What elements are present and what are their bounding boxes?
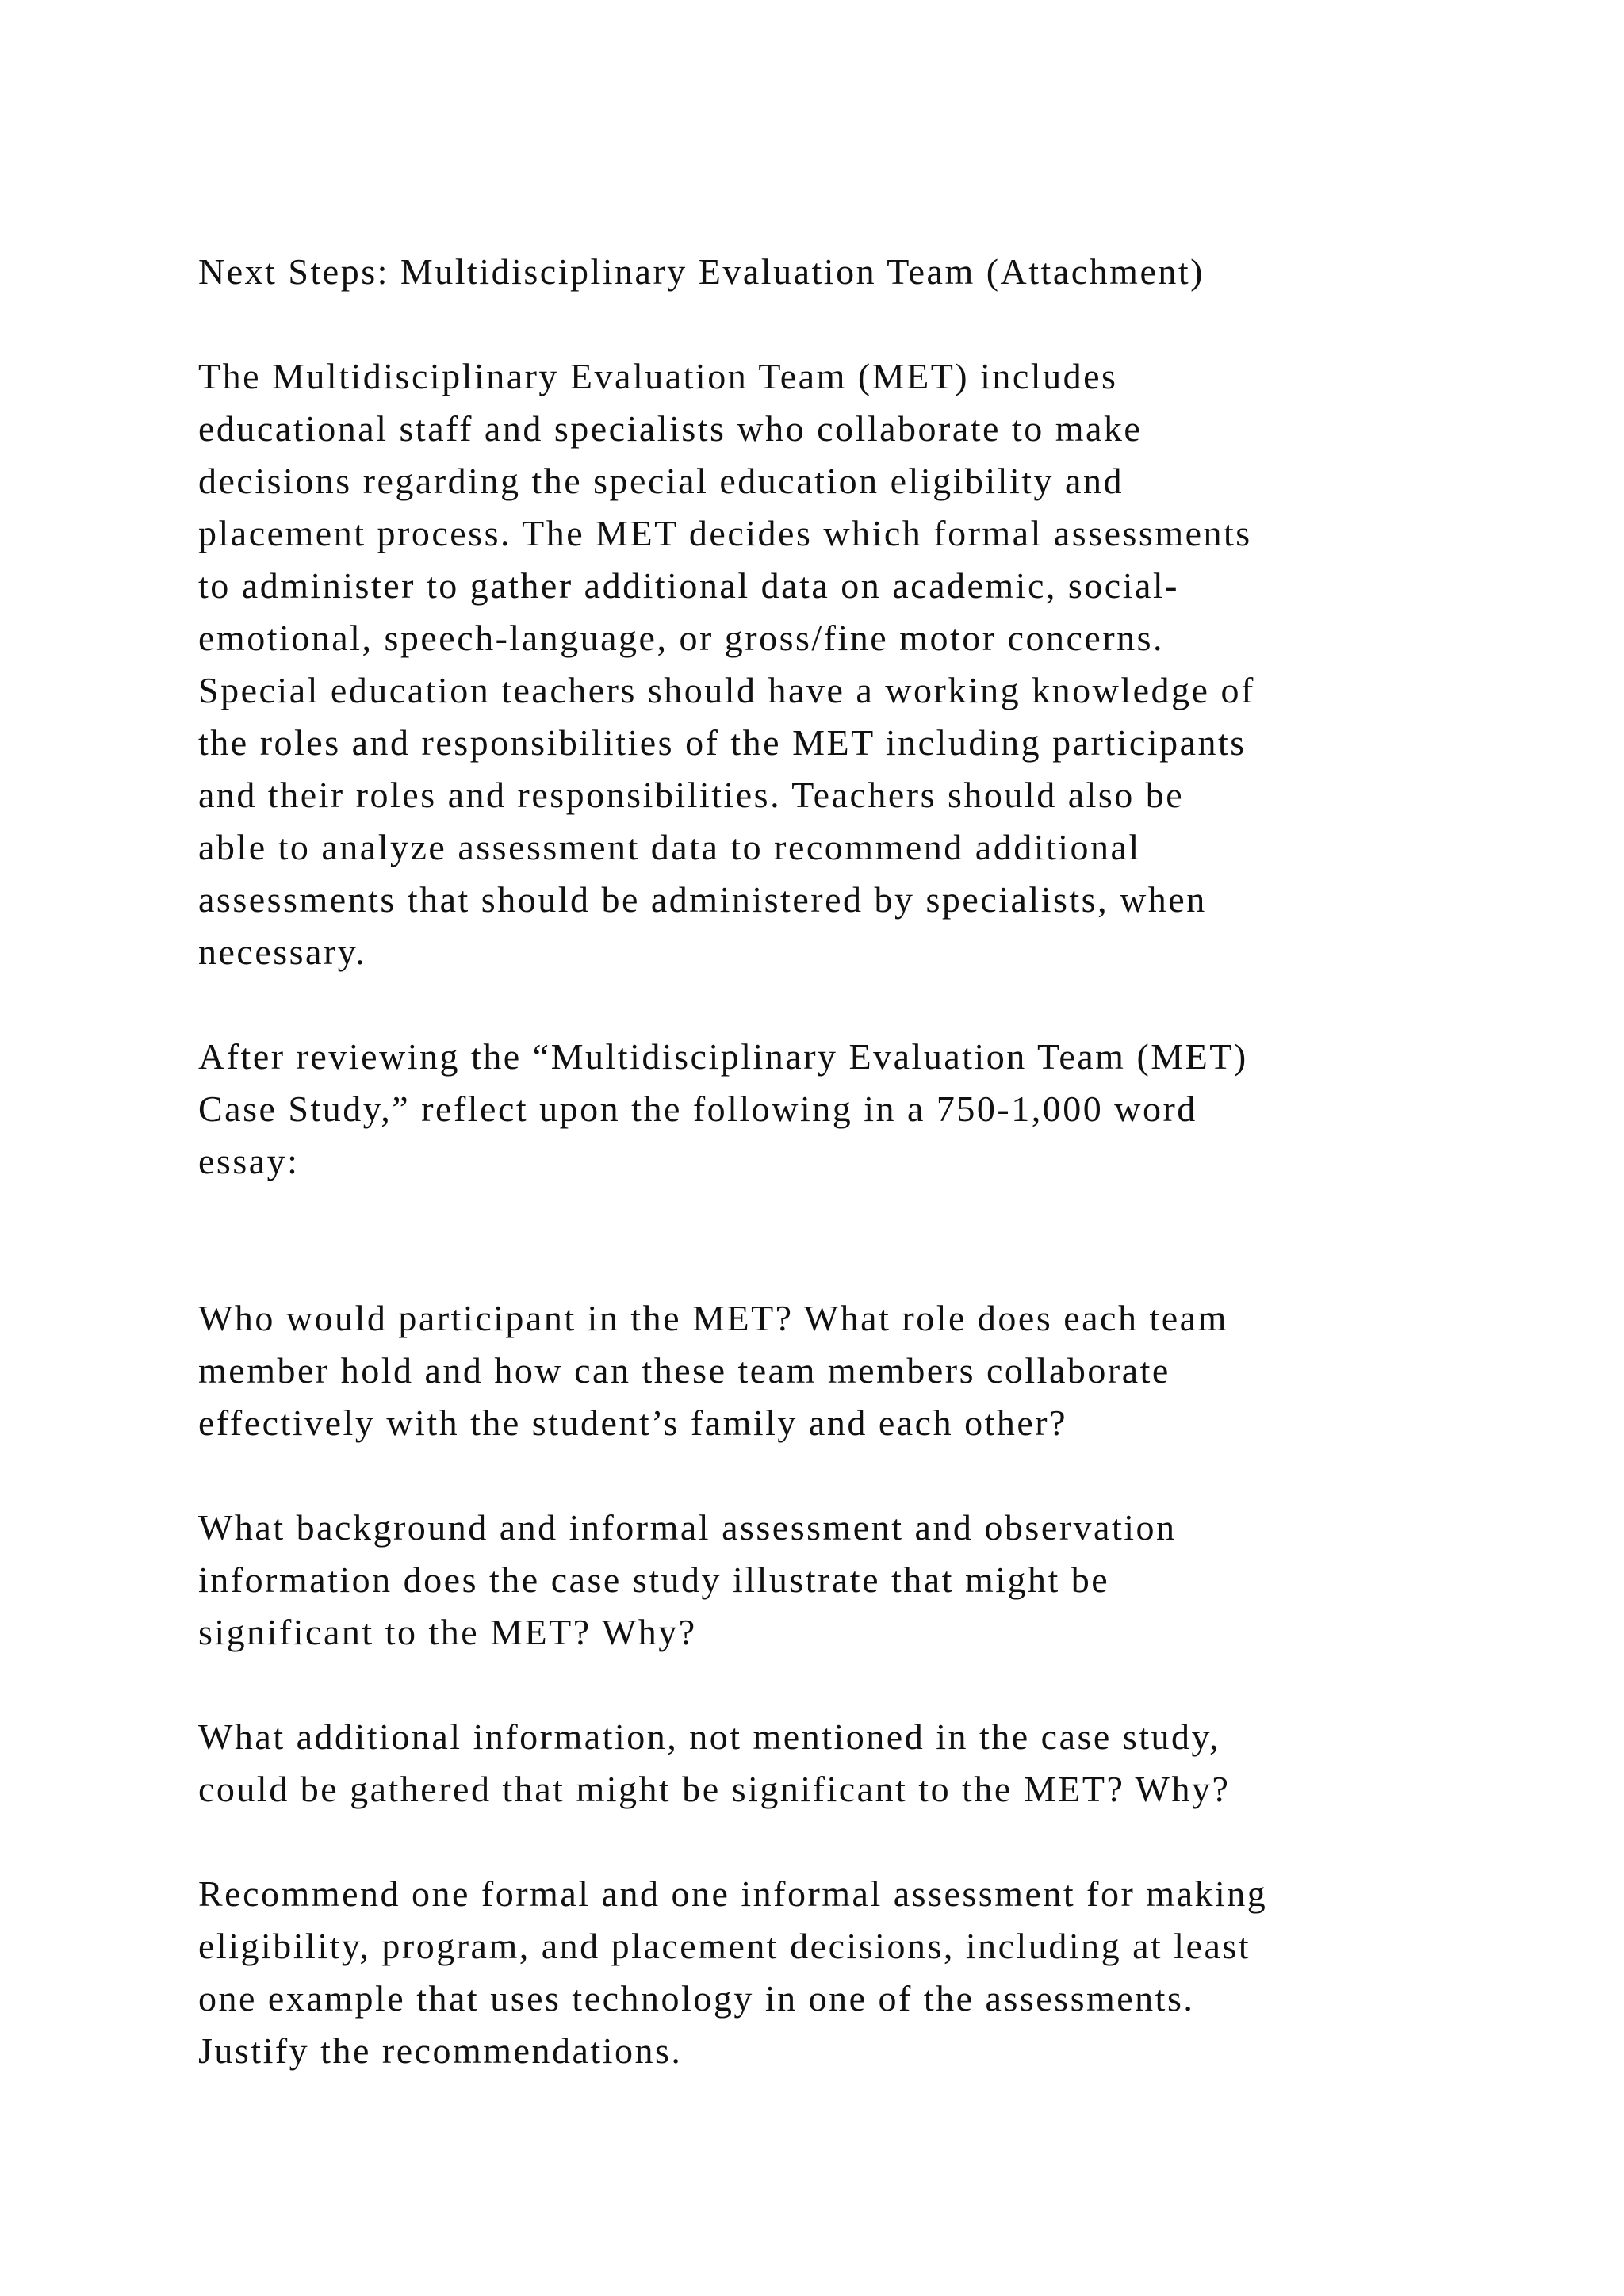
- question-line: one example that uses technology in one of the assessments.: [198, 1978, 1195, 2019]
- question-line: Who would participant in the MET? What role does each team: [198, 1298, 1228, 1338]
- instruction-line: essay:: [198, 1141, 300, 1181]
- intro-line: assessments that should be administered by specialists, when: [198, 879, 1207, 920]
- question-line: information does the case study illustrate that might be: [198, 1559, 1110, 1600]
- intro-line: emotional, speech-language, or gross/fine motor concerns.: [198, 618, 1165, 658]
- document-body: [198, 246, 1507, 2077]
- question-line: eligibility, program, and placement decisions, including at least: [198, 1926, 1251, 1966]
- intro-line: educational staff and specialists who collaborate to make: [198, 408, 1143, 449]
- question-line: effectively with the student’s family and each other?: [198, 1402, 1068, 1443]
- question-line: significant to the MET? Why?: [198, 1612, 697, 1652]
- question-paragraph-2: [198, 1502, 1507, 1659]
- question-paragraph-3: [198, 1711, 1507, 1816]
- question-line: could be gathered that might be significant to the MET? Why?: [198, 1769, 1231, 1809]
- question-paragraph-4: [198, 1868, 1507, 2077]
- intro-paragraph: [198, 350, 1507, 978]
- intro-line: to administer to gather additional data on academic, social-: [198, 565, 1179, 606]
- question-line: member hold and how can these team members collaborate: [198, 1350, 1170, 1391]
- question-line: What additional information, not mentioned in the case study,: [198, 1716, 1221, 1757]
- question-line: What background and informal assessment and observation: [198, 1507, 1177, 1548]
- question-paragraph-1: [198, 1292, 1507, 1449]
- question-line: Justify the recommendations.: [198, 2030, 683, 2071]
- instruction-line: After reviewing the “Multidisciplinary Evaluation Team (MET): [198, 1036, 1248, 1077]
- document-title: Next Steps: Multidisciplinary Evaluation Team (Attachment): [198, 251, 1205, 292]
- intro-line: and their roles and responsibilities. Teachers should also be: [198, 775, 1185, 815]
- intro-line: decisions regarding the special education eligibility and: [198, 461, 1124, 501]
- question-line: Recommend one formal and one informal assessment for making: [198, 1873, 1268, 1914]
- intro-line: able to analyze assessment data to recommend additional: [198, 827, 1141, 867]
- instruction-paragraph: [198, 1031, 1507, 1188]
- intro-line: placement process. The MET decides which formal assessments: [198, 513, 1252, 553]
- intro-line: necessary.: [198, 932, 367, 972]
- intro-line: Special education teachers should have a working knowledge of: [198, 670, 1255, 710]
- intro-line: the roles and responsibilities of the MET including participants: [198, 722, 1247, 763]
- instruction-line: Case Study,” reflect upon the following in a 750-1,000 word: [198, 1089, 1197, 1129]
- intro-line: The Multidisciplinary Evaluation Team (MET) includes: [198, 356, 1118, 396]
